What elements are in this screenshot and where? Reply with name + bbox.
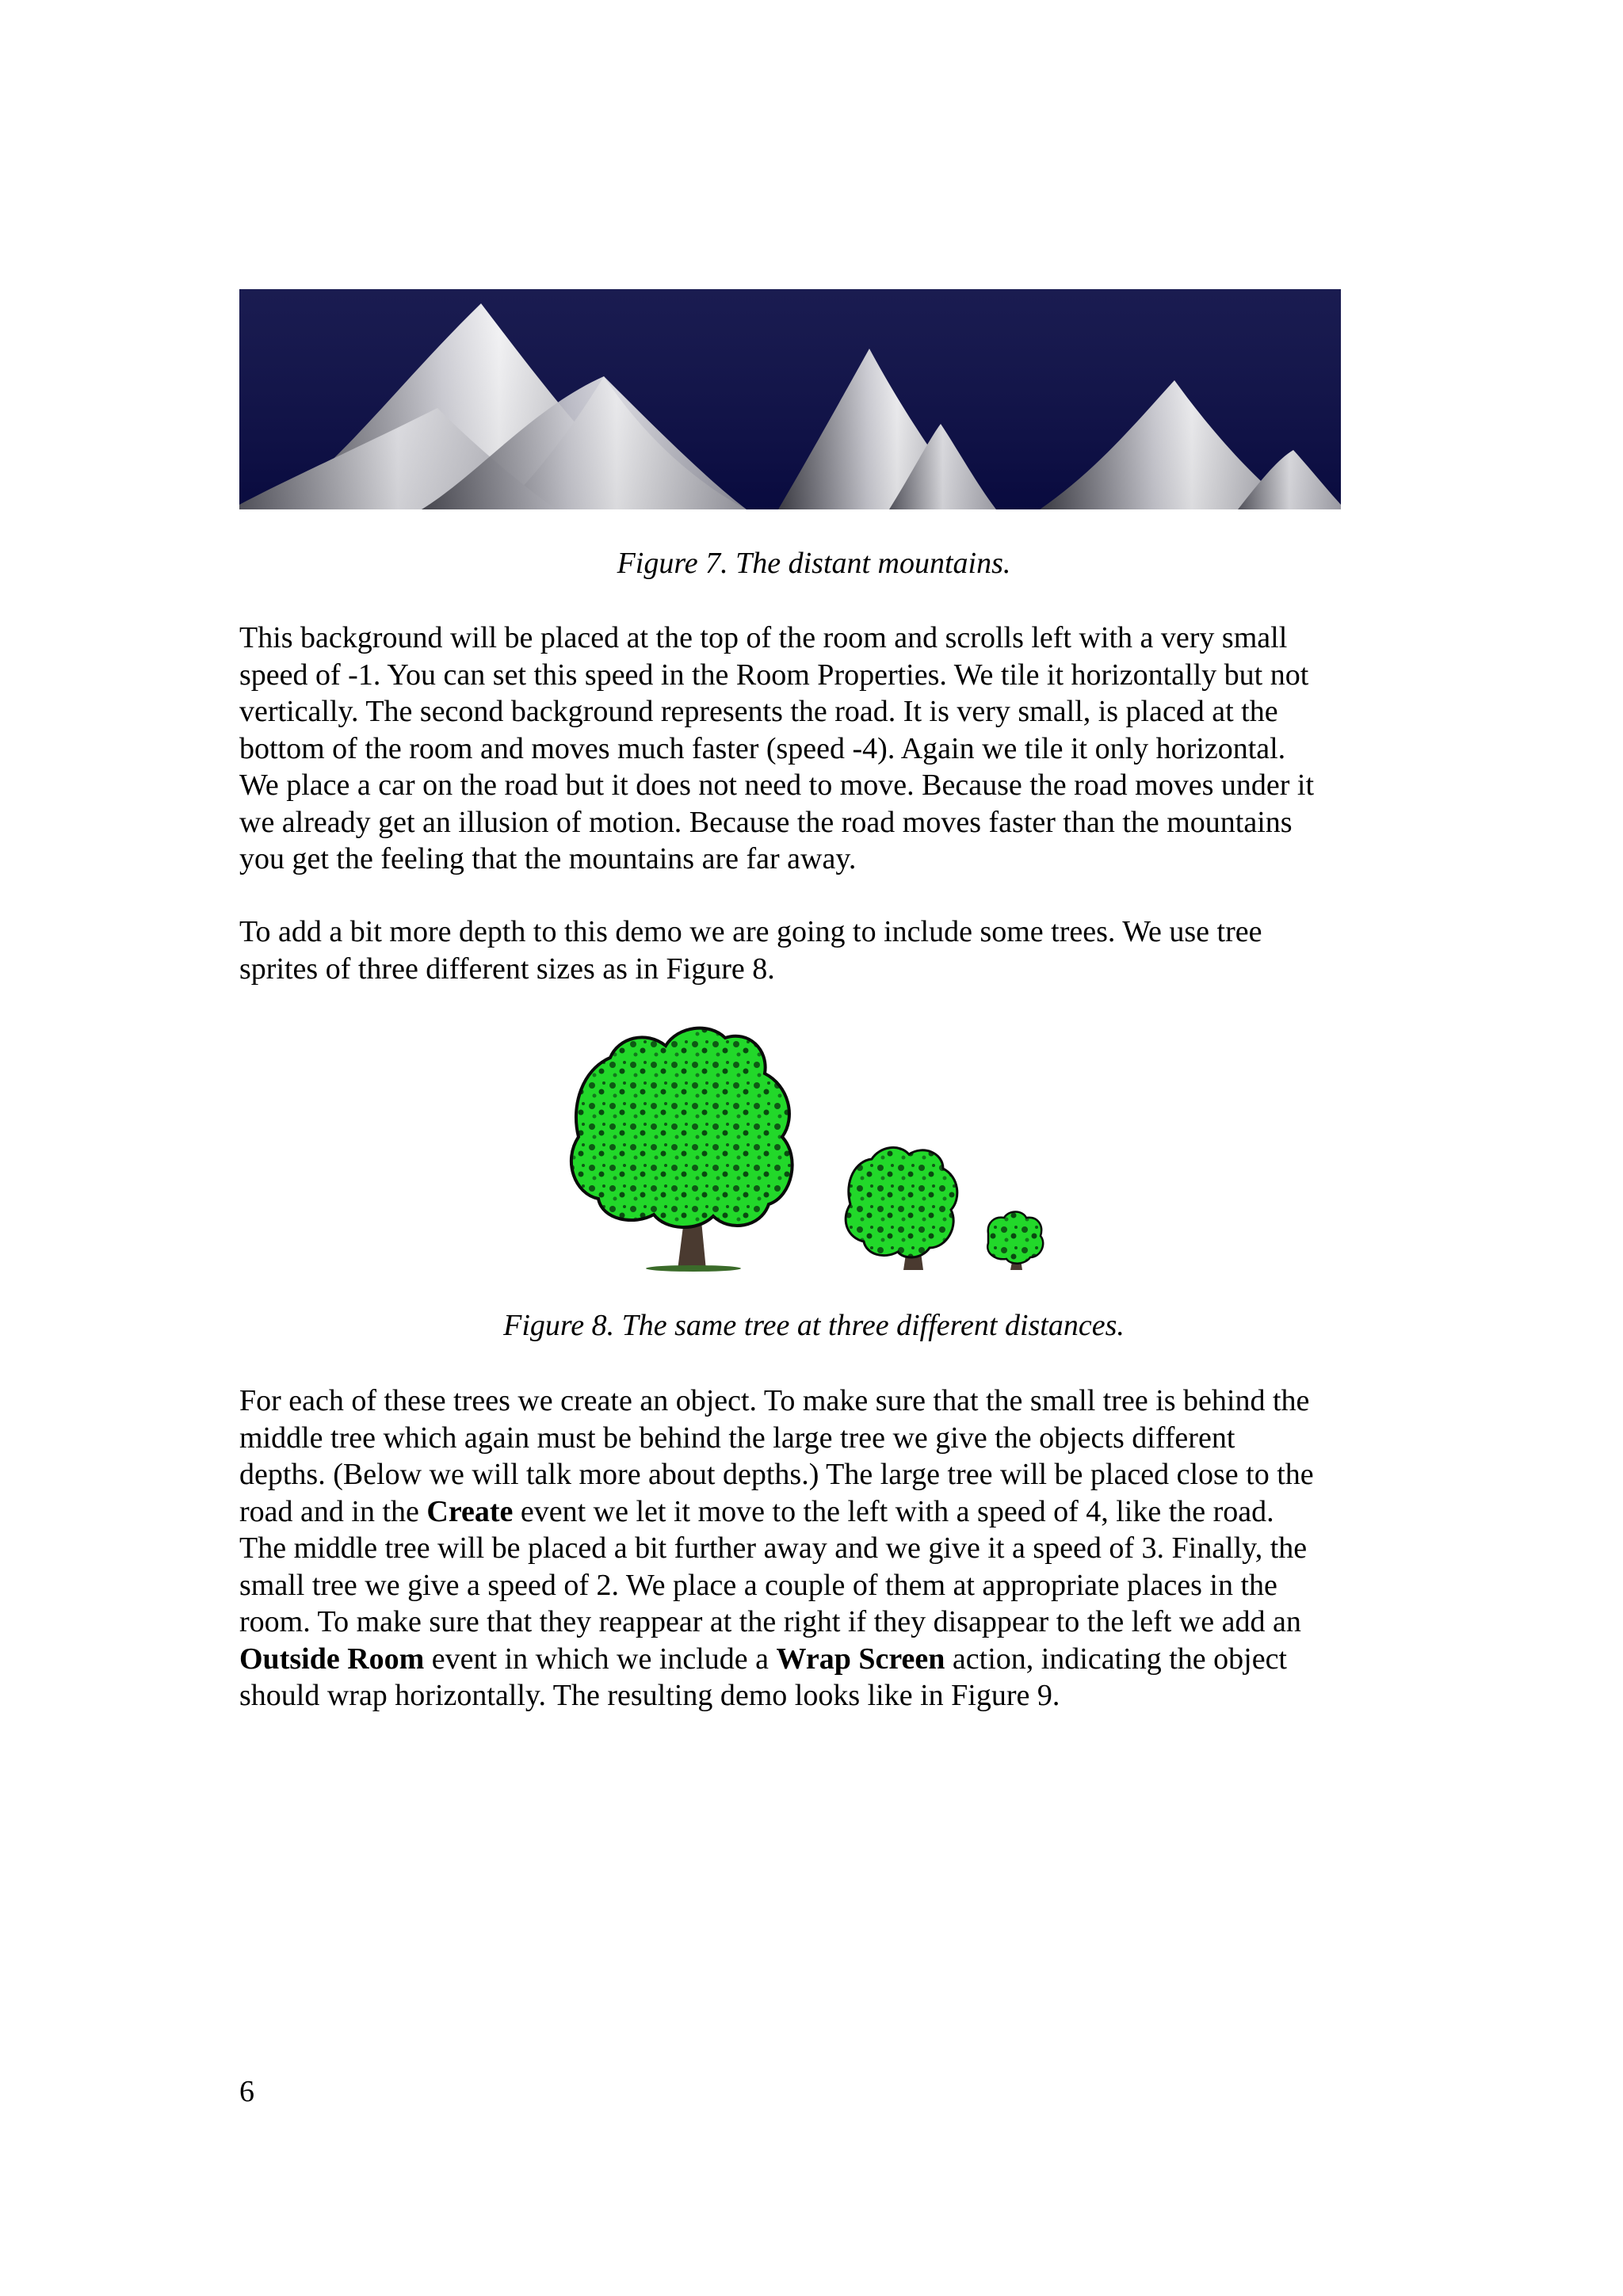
trees-figure [567,1018,1062,1272]
text-line: For each of these trees we create an object. To make sure that the small tree is behind the [239,1384,1310,1417]
text-line: depths. (Below we will talk more about depths.) The large tree will be placed close to the [239,1458,1314,1491]
text-line: small tree we give a speed of 2. We place a couple of them at appropriate places in the [239,1568,1277,1602]
text-line: sprites of three different sizes as in Figure 8. [239,952,775,986]
text-line: bottom of the room and moves much faster (speed -4). Again we tile it only horizontal. [239,731,1286,765]
text-run: road and in the [239,1494,427,1528]
text-run: event in which we include a [424,1642,777,1676]
text-line: vertically. The second background represents the road. It is very small, is placed at the [239,695,1278,728]
figure-8-caption: Figure 8. The same tree at three different distances. [503,1309,1125,1342]
paragraph-trees-intro [239,913,1396,987]
medium-tree [846,1147,957,1270]
paragraph-tree-objects [239,1383,1396,1714]
text-line: speed of -1. You can set this speed in the Room Properties. We tile it horizontally but not [239,658,1309,692]
text-line [239,1641,1396,1678]
wrap-screen-term: Wrap Screen [776,1642,945,1676]
text-run: event we let it move to the left with a speed of 4, like the road. [513,1494,1274,1528]
text-line: To add a bit more depth to this demo we are going to include some trees. We use tree [239,915,1262,948]
figure-7-caption: Figure 7. The distant mountains. [617,547,1011,580]
text-line [239,1493,1396,1531]
text-line: should wrap horizontally. The resulting demo looks like in Figure 9. [239,1679,1060,1712]
text-line: room. To make sure that they reappear at the right if they disappear to the left we add an [239,1605,1301,1638]
small-tree [987,1212,1043,1271]
text-line: We place a car on the road but it does not need to move. Because the road moves under it [239,769,1315,802]
paragraph-backgrounds [239,620,1396,878]
create-event-term: Create [426,1494,514,1528]
outside-room-term: Outside Room [239,1642,425,1676]
large-tree [571,1028,792,1272]
text-line: you get the feeling that the mountains are far away. [239,842,857,875]
text-line: middle tree which again must be behind the large tree we give the objects different [239,1421,1235,1455]
text-line: The middle tree will be placed a bit further away and we give it a speed of 3. Finally, the [239,1531,1308,1565]
text-line: This background will be placed at the top of the room and scrolls left with a very small [239,621,1288,654]
text-run: action, indicating the object [945,1642,1287,1676]
mountains-figure [239,289,1341,509]
text-line: we already get an illusion of motion. Because the road moves faster than the mountains [239,805,1293,839]
page-number: 6 [239,2075,254,2108]
